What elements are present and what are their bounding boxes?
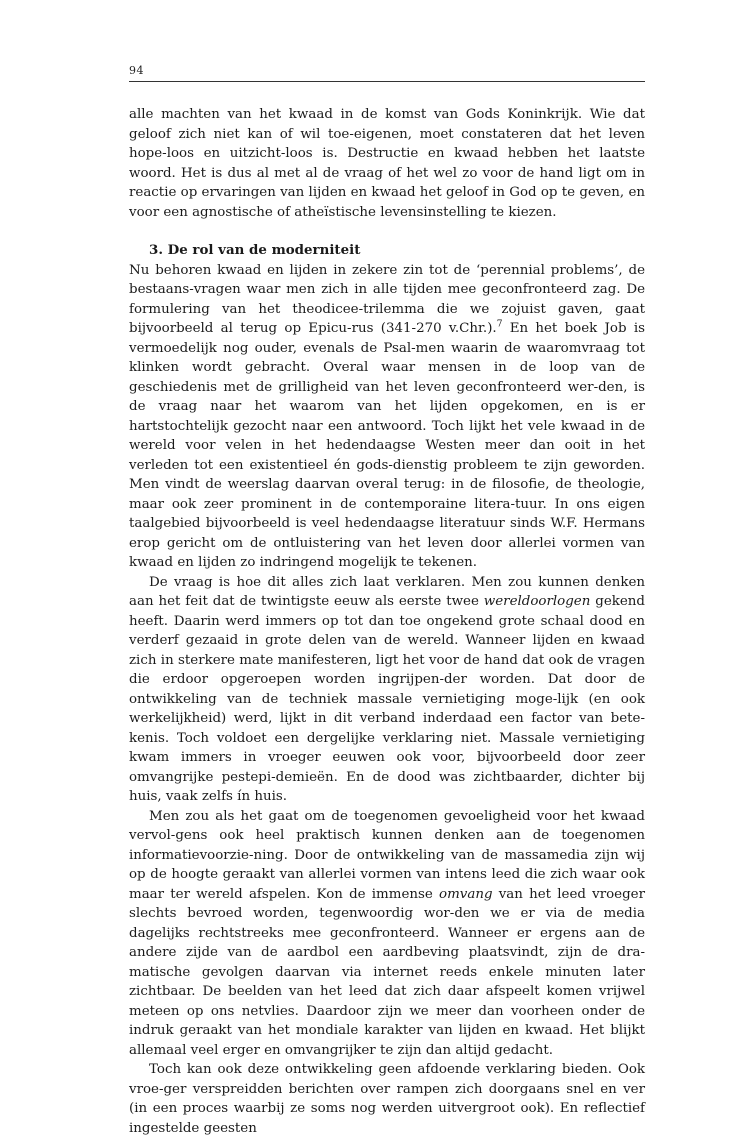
page-number: 94 <box>129 64 144 77</box>
paragraph-text: En het boek Job is vermoedelijk nog ouder, evenals de Psal-men waarin de waaromvraag tot klinken wordt gebracht. Overal waar mensen in de loop van de geschiedenis met de grilligheid van het leven geconfronteerd wer-den, is de vraag naar het waarom van het lijden opgekomen, en is er hartstochtelijk gezocht naar een antwoord. Toch lijkt het vele kwaad in de wereld voor velen in het hedendaagse Westen meer dan ooit in het verleden tot een existentieel én gods-dienstig probleem te zijn geworden. Men vindt de weerslag daarvan overal terug: in de filosofie, de theologie, maar ook zeer prominent in de contemporaine litera-tuur. In ons eigen taalgebied bijvoorbeeld is veel hedendaagse literatuur sinds W.F. Hermans erop gericht om de ontluistering van het leven door allerlei vormen van kwaad en lijden zo indringend mogelijk te tekenen. <box>129 321 645 570</box>
emphasis-text: omvang <box>439 886 493 902</box>
section-heading: 3. De rol van de moderniteit <box>149 242 361 258</box>
paragraph-modernity-intro <box>129 261 645 573</box>
paragraph-continuation: alle machten van het kwaad in de komst van Gods Koninkrijk. Wie dat geloof zich niet kan of wil toe-eigenen, moet constateren dat het leven hope-loos en uitzicht-loos is. Destructie en kwaad hebben het laatste woord. Het is dus al met al de vraag of het wel zo voor de hand ligt om in reactie op ervaringen van lijden en kwaad het geloof in God op te geven, en voor een agnostische of atheïstische levensinstelling te kiezen. <box>129 107 645 220</box>
page-body <box>129 105 645 1138</box>
paragraph-text: gekend heeft. Daarin werd immers op tot dan toe ongekend grote schaal dood en verderf gezaaid in grote delen van de wereld. Wanneer lijden en kwaad zich in sterkere mate manifesteren, ligt het voor de hand dat ook de vragen die erdoor opgeroepen worden ingrijpen-der worden. Dat door de ontwikkeling van de techniek massale vernietiging moge-lijk (en ook werkelijkheid) werd, lijkt in dit verband inderdaad een factor van bete-kenis. Toch voldoet een dergelijke verklaring niet. Massale vernietiging kwam immers in vroeger eeuwen ook voor, bijvoorbeeld door zeer omvangrijke pestepi-demieën. En de dood was zichtbaarder, dichter bij huis, vaak zelfs ín huis. <box>129 594 645 804</box>
header-rule <box>129 81 645 82</box>
paragraph-text: Nu behoren kwaad en lijden in zekere zin tot de ‘perennial problems’, de bestaans-vragen waar men zich in alle tijden mee geconfronteerd zag. De formulering van het theodicee-trilemma die we zojuist gaven, gaat bijvoorbeeld al terug op Epicu-rus (341-270 v.Chr.). <box>129 262 645 336</box>
paragraph-text: De vraag is hoe dit alles zich laat verklaren. Men zou kunnen denken aan het feit dat de twintigste eeuw als eerste twee <box>129 574 645 609</box>
footnote-marker: 7 <box>496 319 503 330</box>
paragraph-text: Men zou als het gaat om de toegenomen gevoeligheid voor het kwaad vervol-gens ook heel praktisch kunnen denken aan de toegenomen informatievoorzie-ning. Door de ontwikkeling van de massamedia zijn wij op de hoogte geraakt van allerlei vormen van intens leed die zich waar ook maar ter wereld afspelen. Kon de immense <box>129 808 645 902</box>
emphasis-text: wereldoorlogen <box>483 594 591 609</box>
paragraph-world-wars <box>129 573 645 807</box>
paragraph-media <box>129 807 645 1061</box>
paragraph-final: Toch kan ook deze ontwikkeling geen afdoende verklaring bieden. Ook vroe-ger verspreidden berichten over rampen zich doorgaans snel en ver (in een proces waarbij ze soms nog werden uitvergroot ook). En reflectief ingestelde geesten <box>129 1062 645 1136</box>
paragraph-text: van het leed vroeger slechts bevroed worden, tegenwoordig wor-den we er via de media dagelijks rechtstreeks mee geconfronteerd. Wanneer er ergens aan de andere zijde van de aardbol een aardbeving plaatsvindt, zijn de dra-matische gevolgen daarvan via internet reeds enkele minuten later zichtbaar. De beelden van het leed dat zich daar afspeelt komen vrijwel meteen op ons netvlies. Daardoor zijn we meer dan voorheen onder de indruk geraakt van het mondiale karakter van lijden en kwaad. Het blijkt allemaal veel erger en omvangrijker te zijn dan altijd gedacht. <box>129 886 645 1058</box>
